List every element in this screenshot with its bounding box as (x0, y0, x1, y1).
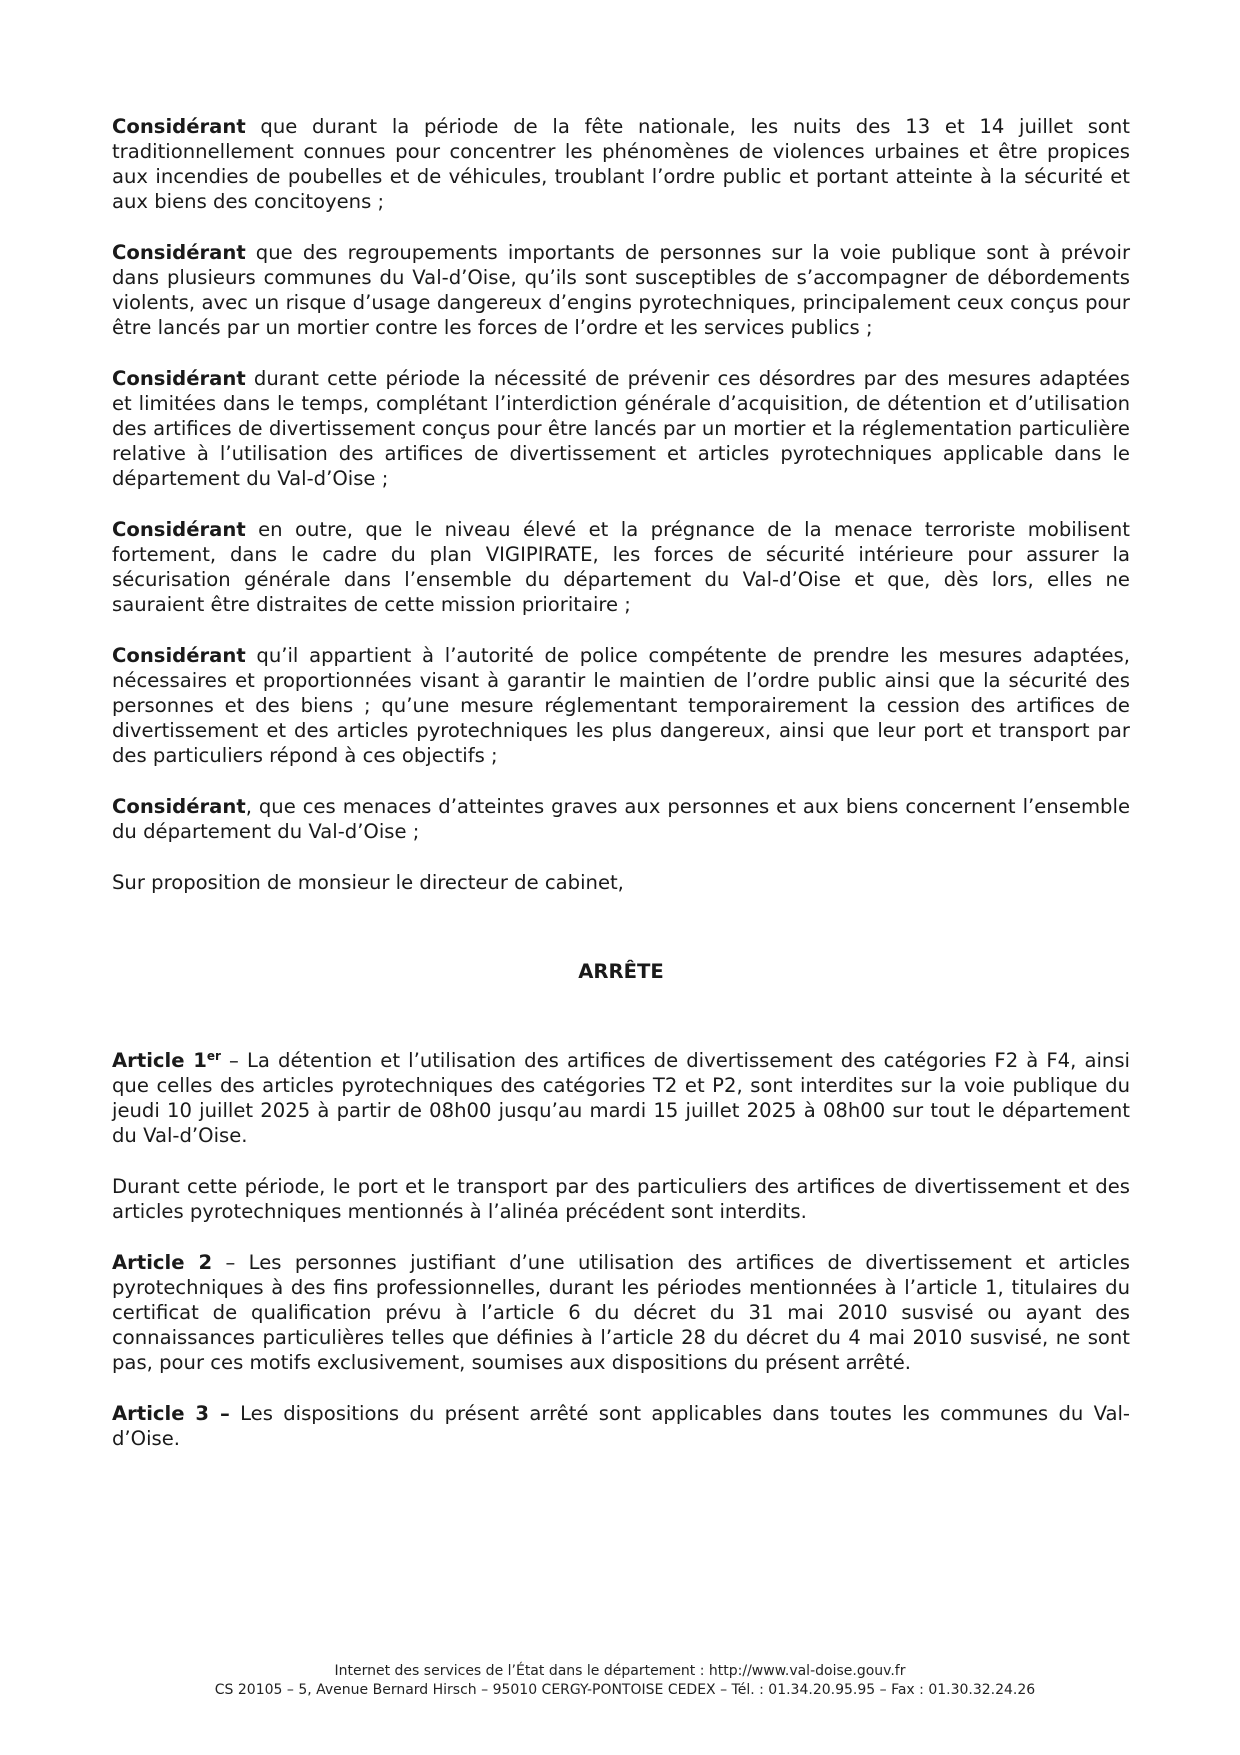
considerant-text: que des regroupements importants de personnes sur la voie publique sont à prévoir dans plusieurs communes du Val-d’Oise, qu’ils sont susceptibles de s’accompagner de débordements violents, avec un risque d’usage dangereux d’engins pyrotechniques, principalement ceux conçus pour être lancés par un mortier contre les forces de l’ordre et les services publics ; (112, 241, 1130, 339)
article-1-superscript: er (206, 1049, 221, 1063)
considerant-lead: Considérant (112, 518, 246, 541)
considerant-lead: Considérant (112, 367, 246, 390)
considerant-paragraph-3 (112, 366, 1130, 491)
article-3-paragraph (112, 1401, 1130, 1451)
considerant-text: , que ces menaces d’atteintes graves aux personnes et aux biens concernent l’ensemble du département du Val-d’Oise ; (112, 795, 1130, 843)
considerant-paragraph-4 (112, 517, 1130, 617)
considerant-paragraph-5 (112, 643, 1130, 768)
document-body (112, 114, 1130, 1477)
considerant-lead: Considérant (112, 241, 246, 264)
proposition-line: Sur proposition de monsieur le directeur de cabinet, (112, 871, 624, 894)
considerant-paragraph-6 (112, 794, 1130, 844)
considerant-text: durant cette période la nécessité de prévenir ces désordres par des mesures adaptées et limitées dans le temps, complétant l’interdiction générale d’acquisition, de détention et d’utilisation des artifices de divertissement conçus pour être lancés par un mortier et la réglementation particulière relative à l’utilisation des artifices de divertissement et articles pyrotechniques applicable dans le département du Val-d’Oise ; (112, 367, 1130, 490)
article-3-text: Les dispositions du présent arrêté sont applicables dans toutes les communes du Val-d’Oise. (112, 1402, 1131, 1450)
considerant-text: que durant la période de la fête nationale, les nuits des 13 et 14 juillet sont traditionnellement connues pour concentrer les phénomènes de violences urbaines et être propices aux incendies de poubelles et de véhicules, troublant l’ordre public et portant atteinte à la sécurité et aux biens des concitoyens ; (112, 115, 1130, 213)
considerant-paragraph-2 (112, 240, 1130, 340)
footer-address-line: CS 20105 – 5, Avenue Bernard Hirsch – 95010 CERGY-PONTOISE CEDEX – Tél. : 01.34.20.95.95 – Fax : 01.30.32.24.26 (214, 1682, 1036, 1698)
article-2-paragraph (112, 1250, 1130, 1375)
footer-website-line: Internet des services de l’État dans le département : http://www.val-doise.gouv.fr (334, 1663, 906, 1679)
considerant-lead: Considérant (112, 115, 246, 138)
article-2-label: Article 2 (112, 1251, 213, 1274)
considerant-lead: Considérant (112, 795, 246, 818)
article-3-label: Article 3 – (112, 1402, 230, 1425)
article-1-paragraph (112, 1048, 1130, 1148)
considerant-paragraph-1 (112, 114, 1130, 214)
article-1-text: – La détention et l’utilisation des artifices de divertissement des catégories F2 à F4, ainsi que celles des articles pyrotechniques des catégories T2 et P2, sont interdites sur la voie publique du jeudi 10 juillet 2025 à partir de 08h00 jusqu’au mardi 15 juillet 2025 à 08h00 sur tout le département du Val-d’Oise. (112, 1049, 1131, 1147)
page-footer (0, 1662, 1240, 1700)
considerant-text: en outre, que le niveau élevé et la prégnance de la menace terroriste mobilisent fortement, dans le cadre du plan VIGIPIRATE, les forces de sécurité intérieure pour assurer la sécurisation générale dans l’ensemble du département du Val-d’Oise et que, dès lors, elles ne sauraient être distraites de cette mission prioritaire ; (112, 518, 1130, 616)
considerant-lead: Considérant (112, 644, 246, 667)
article-1-second-paragraph: Durant cette période, le port et le transport par des particuliers des artifices de divertissement et des articles pyrotechniques mentionnés à l’alinéa précédent sont interdits. (112, 1175, 1130, 1223)
considerant-text: qu’il appartient à l’autorité de police compétente de prendre les mesures adaptées, nécessaires et proportionnées visant à garantir le maintien de l’ordre public ainsi que la sécurité des personnes et des biens ; qu’une mesure réglementant temporairement la cession des artifices de divertissement et des articles pyrotechniques les plus dangereux, ainsi que leur port et transport par des particuliers répond à ces objectifs ; (112, 644, 1130, 767)
article-1-label: Article 1er (112, 1049, 221, 1072)
article-2-text: – Les personnes justifiant d’une utilisation des artifices de divertissement et articles pyrotechniques à des fins professionnelles, durant les périodes mentionnées à l’article 1, titulaires du certificat de qualification prévu à l’article 6 du décret du 31 mai 2010 susvisé ou ayant des connaissances particulières telles que définies à l’article 28 du décret du 4 mai 2010 susvisé, ne sont pas, pour ces motifs exclusivement, soumises aux dispositions du présent arrêté. (112, 1251, 1130, 1374)
arrete-heading: ARRÊTE (578, 960, 664, 983)
